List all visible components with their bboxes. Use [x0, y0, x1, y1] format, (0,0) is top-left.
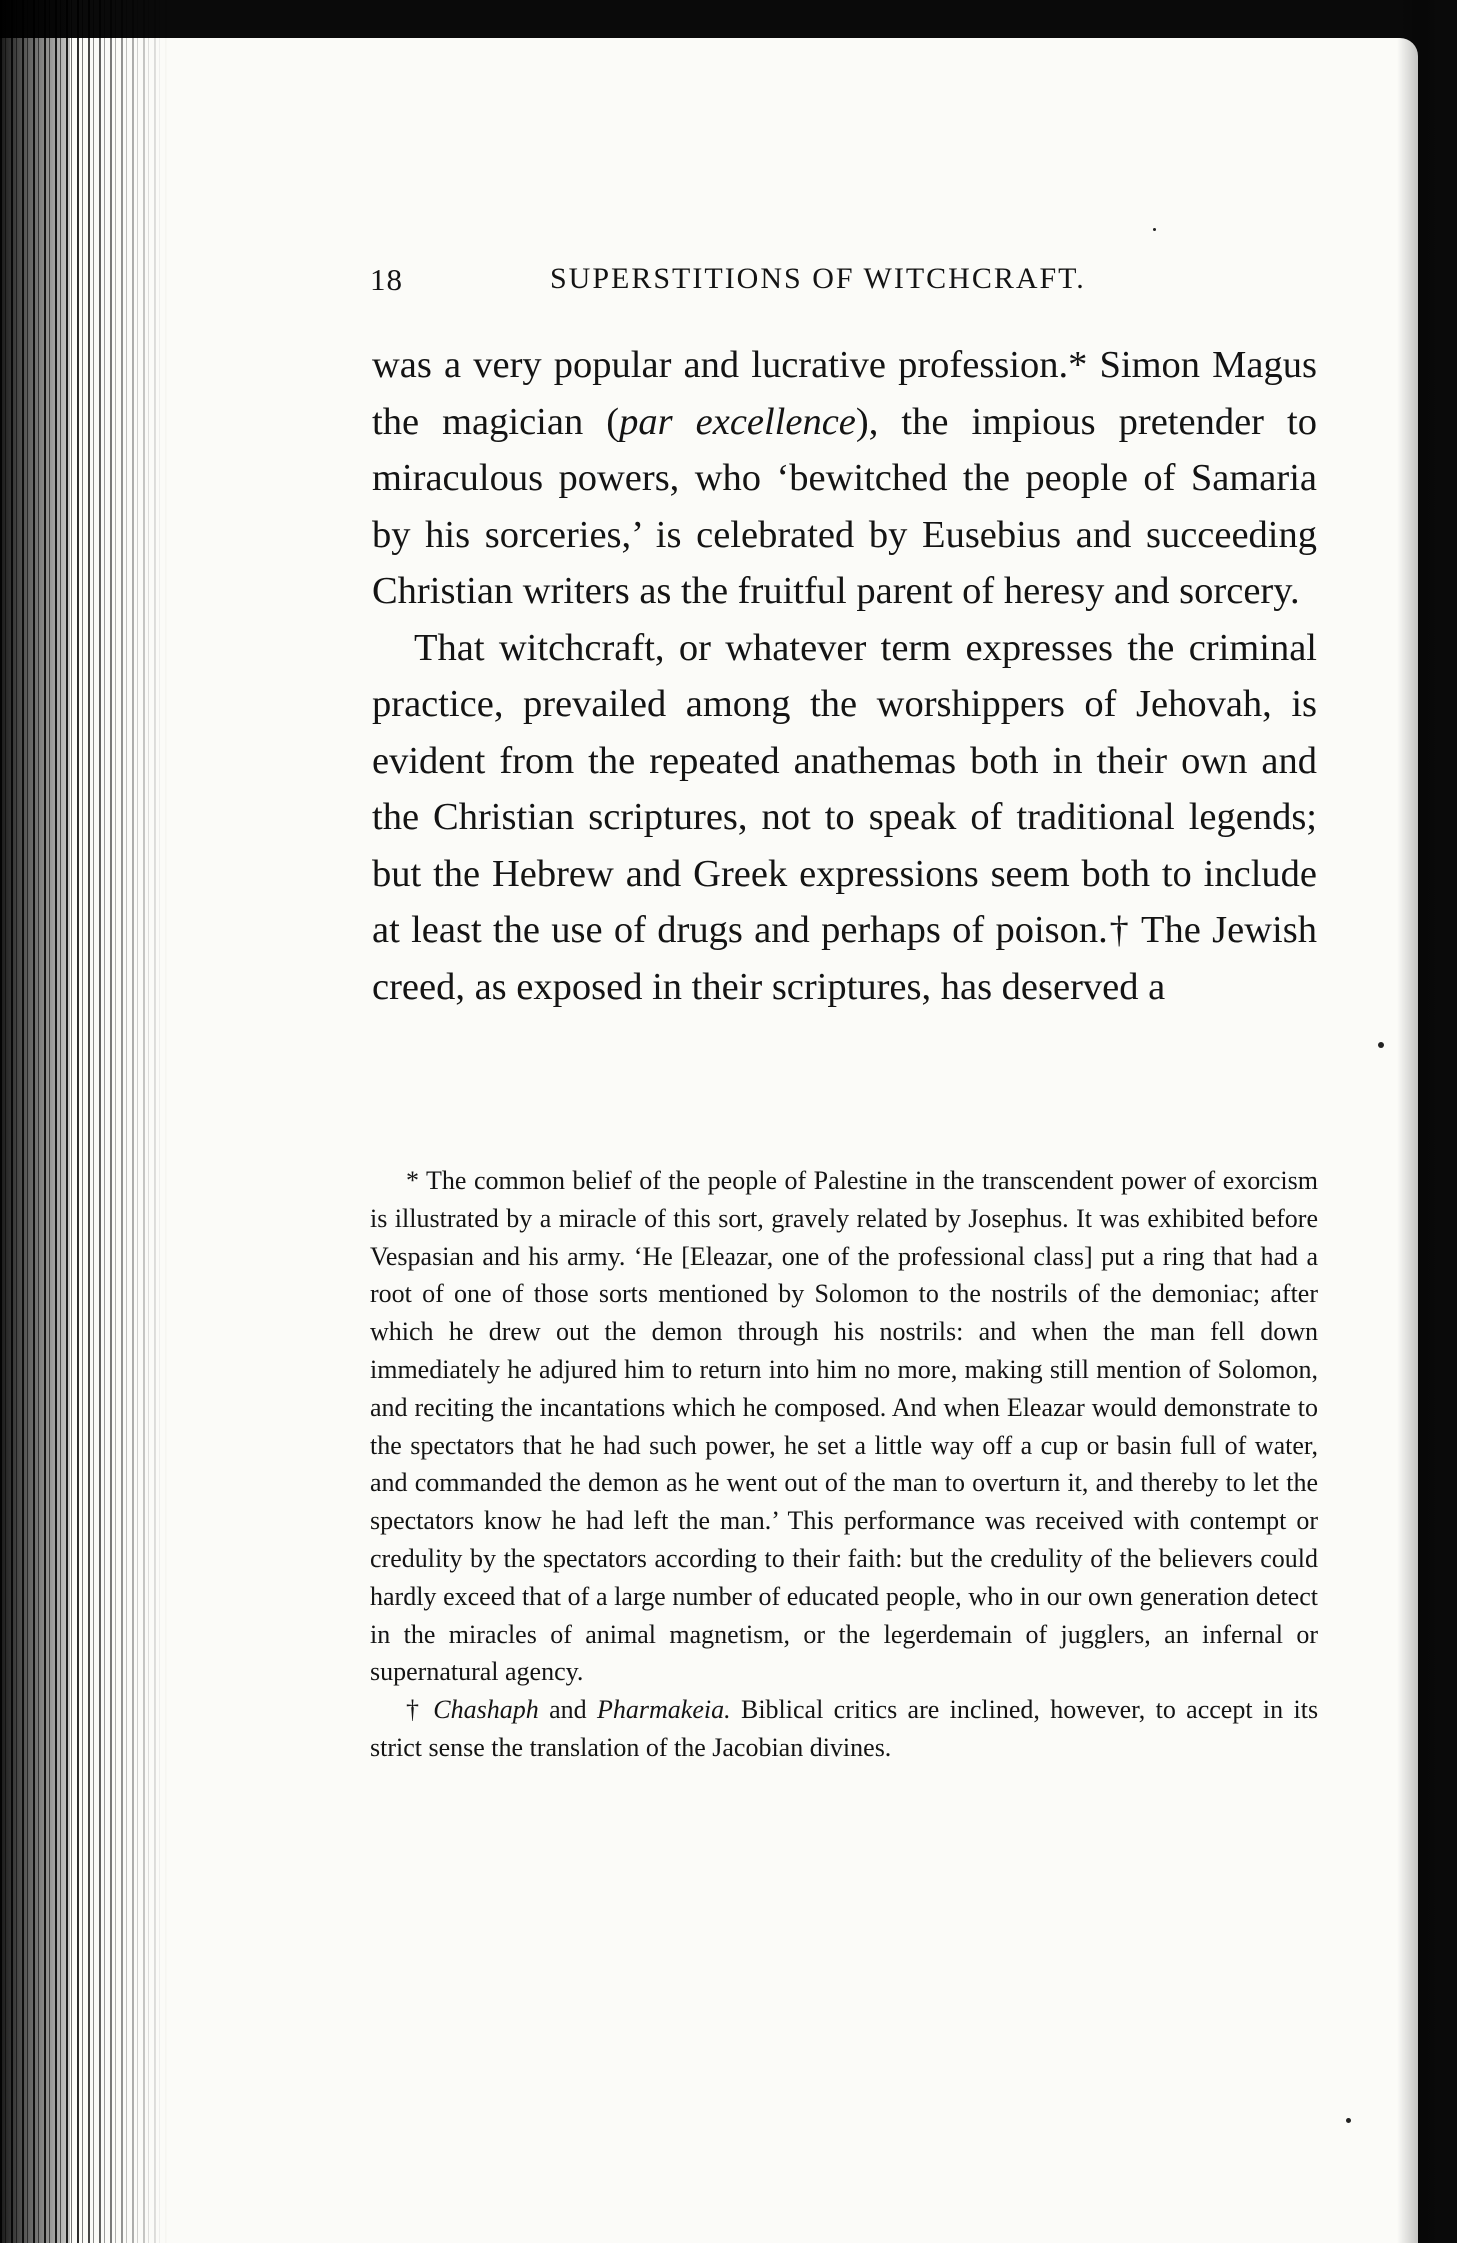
running-title: SUPERSTITIONS OF WITCHCRAFT. [550, 262, 1086, 295]
page-right-edge [1397, 0, 1457, 2243]
paragraph-1-end: ), the impious pretender to miraculous powers, who ‘bewitched the people of Samaria by his sorceries,’ is celebrated by Eusebius and succeeding Christian writers as the fruitful parent of heresy and sorcery. [372, 400, 1317, 612]
paragraph-1 [372, 337, 1317, 620]
footnote-and: and [549, 1695, 587, 1725]
footnote-dagger-mark: † [406, 1695, 423, 1725]
footnotes [370, 1162, 1318, 1767]
stray-speck [1346, 2118, 1351, 2123]
stray-speck [1378, 1042, 1384, 1048]
stray-speck [1153, 228, 1156, 231]
paragraph-1-start: was a very popular and lucrative profession.* Simon Magus the magician ( [372, 344, 1317, 443]
italic-phrase: par excellence [619, 400, 856, 443]
gutter-shadow [0, 0, 70, 2243]
page-header [370, 262, 1370, 302]
main-text [372, 337, 1317, 1015]
footnote-term-chashaph: Chashaph [433, 1695, 539, 1725]
paragraph-2: That witchcraft, or whatever term expresses the criminal practice, prevailed among the worshippers of Jehovah, is evident from the repeated anathemas both in their own and the Christian scriptures, not to speak of traditional legends; but the Hebrew and Greek expressions seem both to include at least the use of drugs and perhaps of poison.† The Jewish creed, as exposed in their scriptures, has deserved a [372, 626, 1317, 1008]
footnote-term-pharmakeia: Pharmakeia. [597, 1695, 731, 1725]
footnote-dagger-text: Biblical critics are inclined, however, to accept in its strict sense the translation of the Jacobian divines. [370, 1695, 1319, 1762]
footnote-dagger [370, 1691, 1318, 1767]
footnote-asterisk: * The common belief of the people of Palestine in the transcendent power of exorcism is illustrated by a miracle of this sort, gravely related by Josephus. It was exhibited before Vespasian and his army. ‘He [Eleazar, one of the professional class] put a ring that had a root of one of those sorts mentioned by Solomon to the nostrils of the demoniac; after which he drew out the demon through his nostrils: and when the man fell down immediately he adjured him to return into him no more, making still mention of Solomon, and reciting the incantations which he composed. And when Eleazar would demonstrate to the spectators that he had such power, he set a little way off a cup or basin full of water, and commanded the demon as he went out of the man to overturn it, and thereby to let the spectators know he had left the man.’ This performance was received with contempt or credulity by the spectators according to their faith: but the credulity of the believers could hardly exceed that of a large number of educated people, who in our own generation detect in the miracles of animal magnetism, or the legerdemain of jugglers, an infernal or supernatural agency. [370, 1166, 1318, 1687]
page-number: 18 [370, 262, 403, 297]
